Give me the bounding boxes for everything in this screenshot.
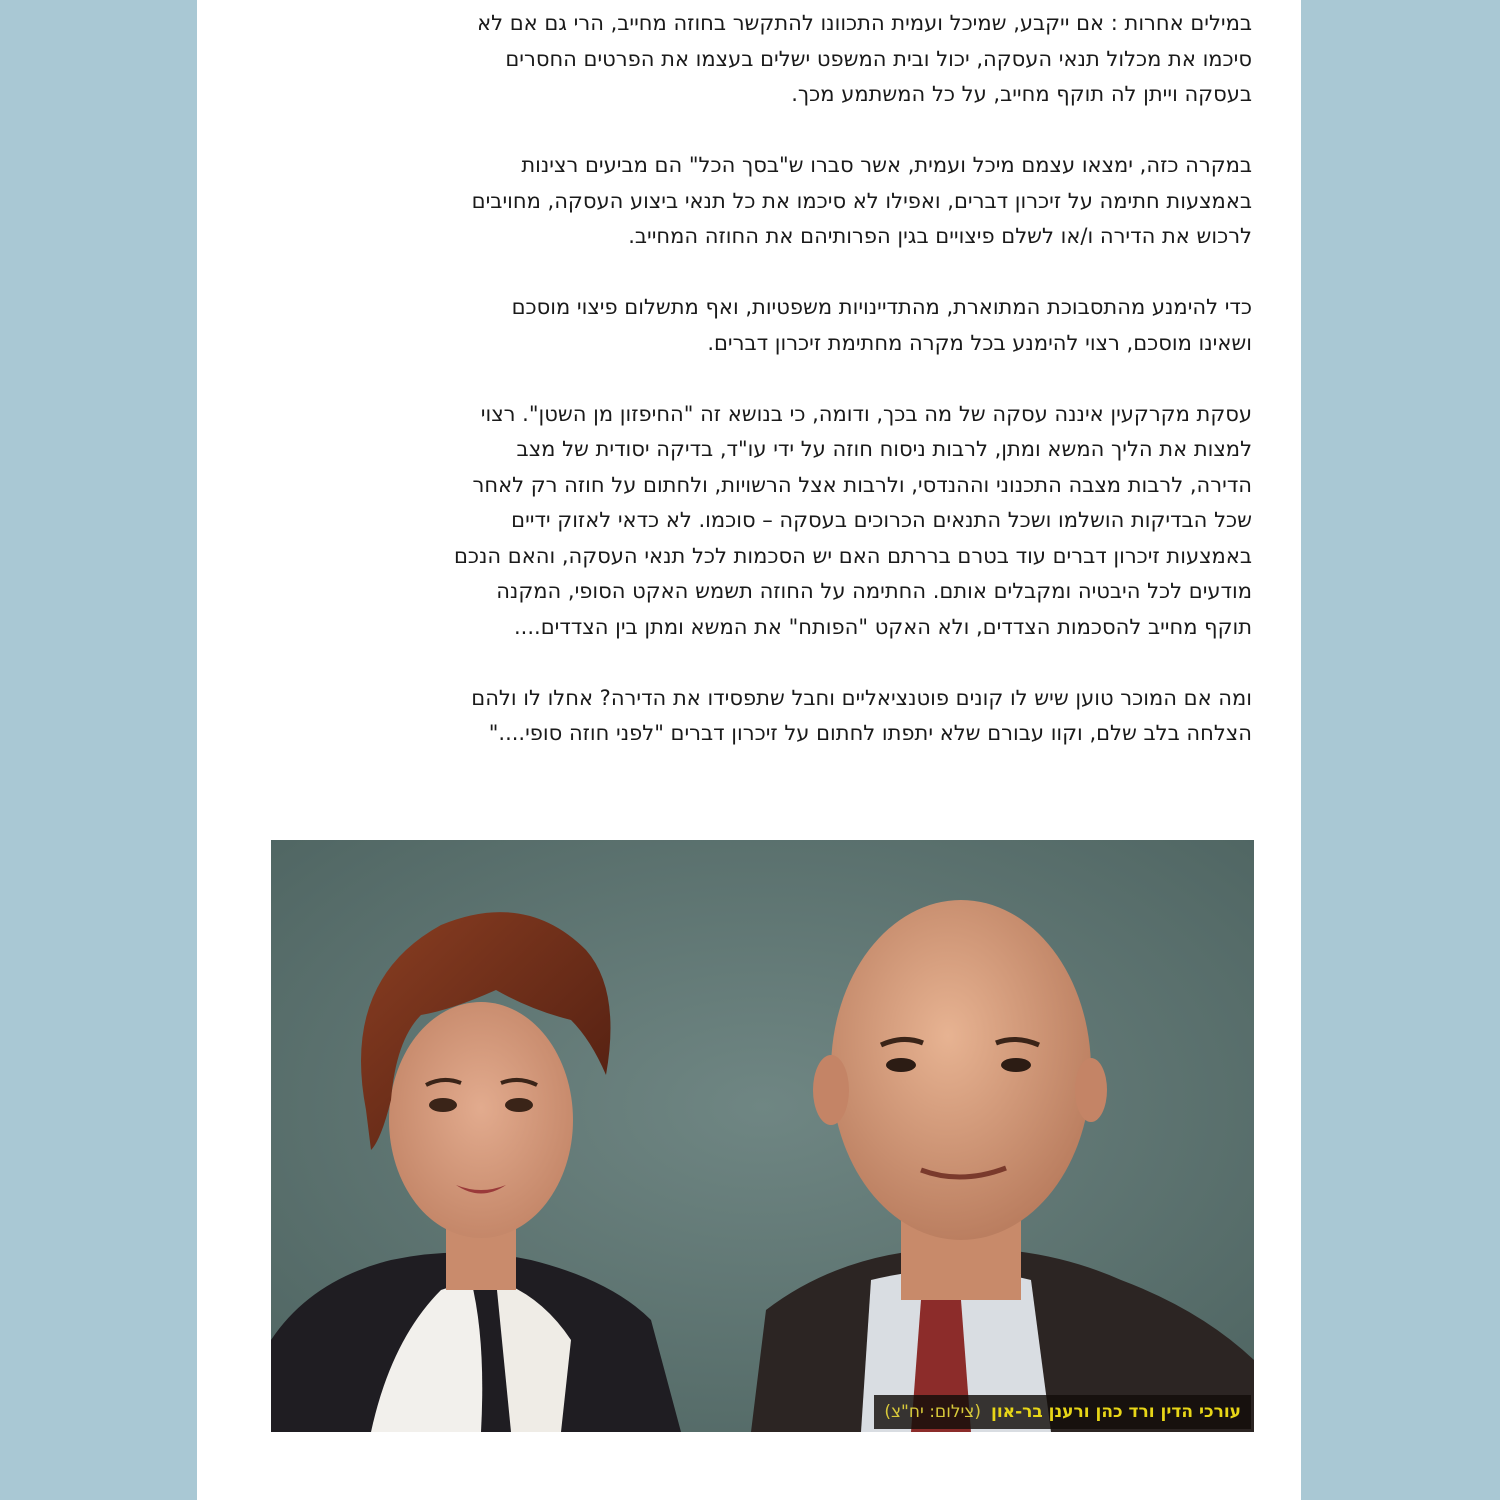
text-line: במילים אחרות : אם ייקבע, שמיכל ועמית התכוונו להתקשר בחוזה מחייב, הרי גם אם לא xyxy=(477,11,1252,35)
text-line: באמצעות חתימה על זיכרון דברים, ואפילו לא סיכמו את כל תנאי ביצוע העסקה, מחויבים xyxy=(471,188,1252,213)
paragraph xyxy=(250,397,1252,646)
text-line: כדי להימנע מהתסבוכת המתוארת, מהתדיינויות משפטיות, ואף מתשלום פיצוי מוסכם xyxy=(511,295,1252,319)
portrait-illustration xyxy=(271,840,1254,1432)
text-line: ומה אם המוכר טוען שיש לו קונים פוטנציאליים וחבל שתפסידו את הדירה? אחלו לו ולהם xyxy=(471,685,1252,710)
text-line: במקרה כזה, ימצאו עצמם מיכל ועמית, אשר סברו ש"בסך הכל" הם מביעים רצינות xyxy=(521,153,1252,177)
text-line: עסקת מקרקעין איננה עסקה של מה בכך, ודומה, כי בנושא זה "החיפזון מן השטן". רצוי xyxy=(480,401,1252,426)
text-line: בעסקה וייתן לה תוקף מחייב, על כל המשתמע מכך. xyxy=(791,82,1252,106)
photo-caption xyxy=(874,1395,1251,1429)
text-line: הדירה, לרבות מצבה התכנוני וההנדסי, ולרבות אצל הרשויות, ולחתום על חוזה רק לאחר xyxy=(472,472,1252,497)
text-line: באמצעות זיכרון דברים עוד בטרם בררתם האם יש הסכמות לכל תנאי העסקה, והאם הנכם xyxy=(453,543,1252,568)
caption-credit: (צילום: יח"צ) xyxy=(884,1402,982,1422)
text-line: לרכוש את הדירה ו/או לשלם פיצויים בגין הפרותיהם את החוזה המחייב. xyxy=(628,224,1252,248)
paragraph xyxy=(250,681,1252,752)
portrait-photo xyxy=(271,840,1254,1432)
text-line: מודעים לכל היבטיה ומקבלים אותם. החתימה על החוזה תשמש האקט הסופי, המקנה xyxy=(496,579,1252,603)
paragraph xyxy=(250,290,1252,361)
caption-names: עורכי הדין ורד כהן ורענן בר-און xyxy=(991,1402,1241,1422)
text-line: סיכמו את מכלול תנאי העסקה, יכול ובית המשפט ישלים בעצמו את הפרטים החסרים xyxy=(505,46,1252,71)
text-line: הצלחה בלב שלם, וקוו עבורם שלא יתפתו לחתום על זיכרון דברים "לפני חוזה סופי...." xyxy=(488,721,1252,745)
text-line: שכל הבדיקות הושלמו ושכל התנאים הכרוכים בעסקה – סוכמו. לא כדאי לאזוק ידיים xyxy=(511,508,1252,532)
text-line: תוקף מחייב להסכמות הצדדים, ולא האקט "הפותח" את המשא ומתן בין הצדדים.... xyxy=(514,614,1252,639)
paragraph xyxy=(250,6,1252,113)
text-line: ושאינו מוסכם, רצוי להימנע בכל מקרה מחתימת זיכרון דברים. xyxy=(707,330,1252,355)
paragraph xyxy=(250,148,1252,255)
article-text xyxy=(250,6,1252,787)
text-line: למצות את הליך המשא ומתן, לרבות ניסוח חוזה על ידי עו"ד, בדיקה יסודית של מצב xyxy=(516,437,1252,461)
